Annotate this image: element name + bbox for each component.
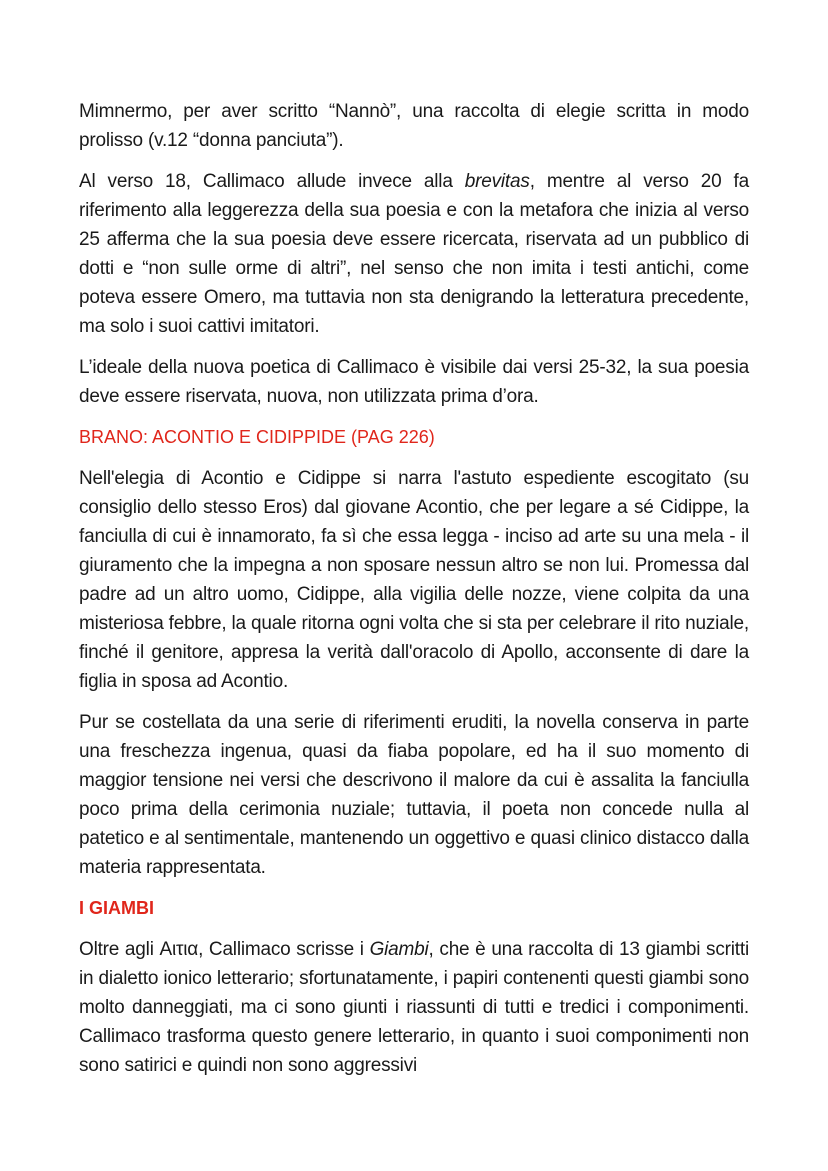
document-page — [79, 97, 749, 1092]
giambi-italic: Giambi — [369, 939, 429, 960]
paragraph-novella: Pur se costellata da una serie di riferimenti eruditi, la novella conserva in parte una freschezza ingenua, quasi da fiaba popolare, ed ha il suo momento di maggior tensione nei versi che descrivono il malore da cui è assalita la fanciulla poco prima della cerimonia nuziale; tuttavia, il poeta non concede nulla al patetico e al sentimentale, mantenendo un oggettivo e quasi clinico distacco dalla materia rappresentata. — [79, 712, 749, 878]
paragraph-brevitas-text-a: Al verso 18, Callimaco allude invece alla — [79, 171, 465, 192]
paragraph-ideale: L’ideale della nuova poetica di Callimaco è visibile dai versi 25-32, la sua poesia deve essere riservata, nuova, non utilizzata prima d’ora. — [79, 357, 749, 407]
heading-giambi: I GIAMBI — [79, 898, 154, 918]
paragraph-brevitas — [79, 167, 749, 341]
paragraph-giambi-text-b: , che è una raccolta di 13 giambi scritti in dialetto ionico letterario; sfortunatamente, i papiri contenenti questi giambi sono molto danneggiati, ma ci sono giunti i riassunti di tutti e tredici i componimenti. Callimaco trasforma questo genere letterario, in quanto i suoi componimenti non sono satirici e quindi non sono aggressivi — [79, 939, 749, 1076]
paragraph-brevitas-text-b: , mentre al verso 20 fa riferimento alla leggerezza della sua poesia e con la metafora che inizia al verso 25 afferma che la sua poesia deve essere ricercata, riservata ad un pubblico di dotti e “non sulle orme di altri”, nel senso che non imita i testi antichi, come poteva essere Omero, ma tuttavia non sta denigrando la letteratura precedente, ma solo i suoi cattivi imitatori. — [79, 171, 749, 337]
paragraph-giambi-text-a: Oltre agli Αιτια, Callimaco scrisse i — [79, 939, 370, 960]
paragraph-mimnermo: Mimnermo, per aver scritto “Nannò”, una raccolta di elegie scritta in modo prolisso (v.12 “donna panciuta”). — [79, 101, 749, 151]
brevitas-italic: brevitas — [464, 171, 530, 192]
paragraph-acontio: Nell'elegia di Acontio e Cidippe si narra l'astuto espediente escogitato (su consiglio dello stesso Eros) dal giovane Acontio, che per legare a sé Cidippe, la fanciulla di cui è innamorato, fa sì che essa legga - inciso ad arte su una mela - il giuramento che la impegna a non sposare nessun altro se non lui. Promessa dal padre ad un altro uomo, Cidippe, alla vigilia delle nozze, viene colpita da una misteriosa febbre, la quale ritorna ogni volta che si sta per celebrare il rito nuziale, finché il genitore, appresa la verità dall'oracolo di Apollo, acconsente di dare la figlia in sposa ad Acontio. — [79, 468, 749, 692]
paragraph-giambi — [79, 935, 749, 1080]
heading-brano: BRANO: ACONTIO E CIDIPPIDE (PAG 226) — [79, 427, 435, 447]
